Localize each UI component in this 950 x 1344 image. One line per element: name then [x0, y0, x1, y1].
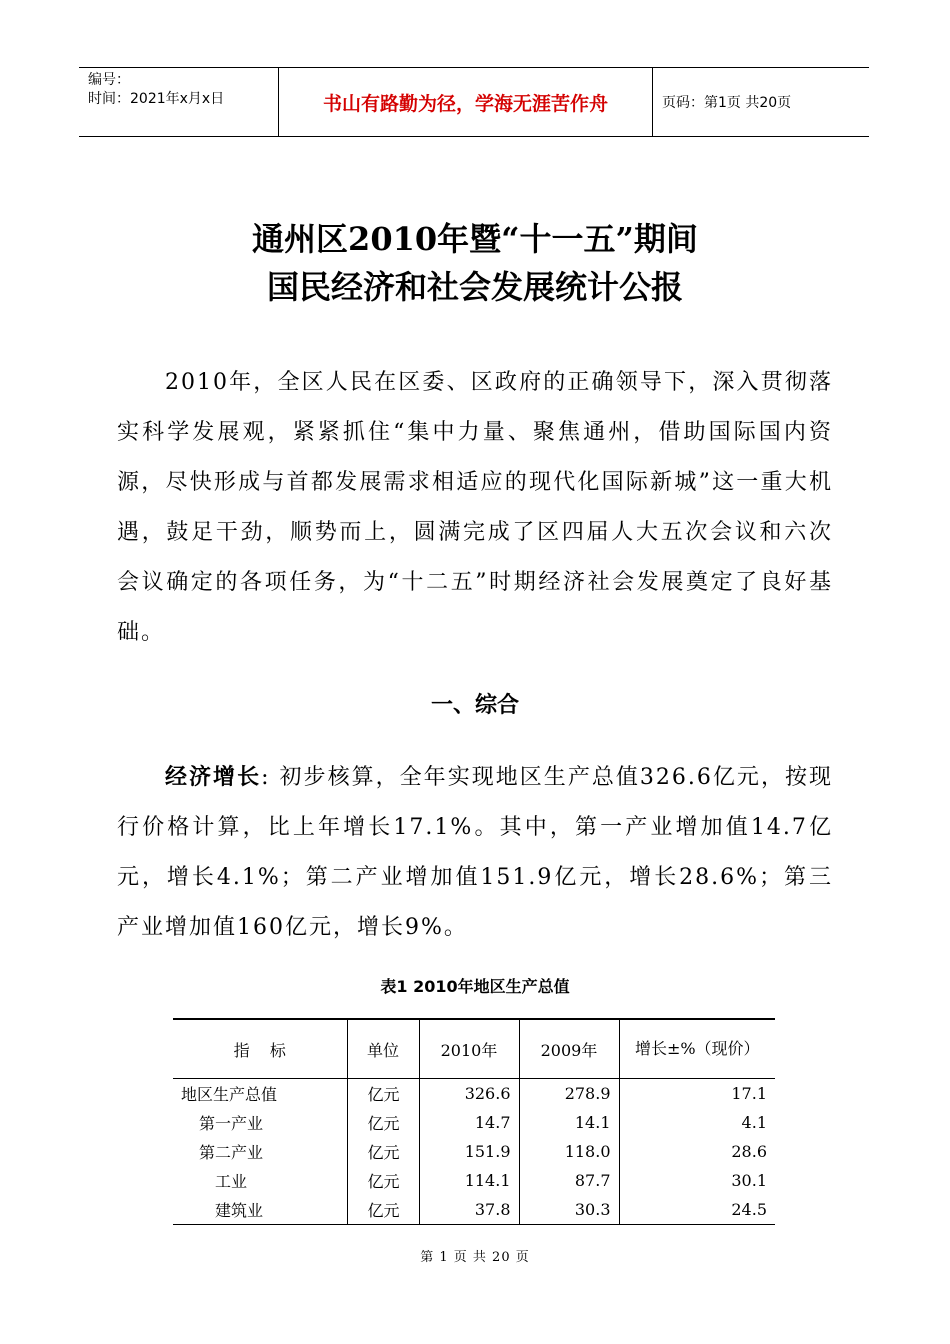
row-growth: 24.5	[619, 1195, 775, 1225]
row-name: 工业	[215, 1172, 248, 1191]
header-meta	[88, 71, 224, 109]
table-row	[173, 1108, 775, 1137]
header-page: 页码：第1页 共20页	[662, 95, 792, 111]
row-2009: 87.7	[519, 1166, 619, 1195]
row-2010: 14.7	[419, 1108, 519, 1137]
table-row	[173, 1137, 775, 1166]
row-2010: 37.8	[419, 1195, 519, 1225]
header-2010: 2010年	[419, 1019, 519, 1079]
row-growth: 4.1	[619, 1108, 775, 1137]
header-number: 编号：	[88, 72, 130, 88]
table-header-row	[173, 1019, 775, 1079]
row-2010: 326.6	[419, 1079, 519, 1109]
header-motto: 书山有路勤为径，学海无涯苦作舟	[322, 92, 608, 115]
header-divider	[652, 68, 653, 136]
document-title-line1: 通州区2010年暨“十一五”期间	[252, 220, 698, 258]
row-name: 第一产业	[199, 1114, 264, 1133]
header-2009: 2009年	[519, 1019, 619, 1079]
row-name: 建筑业	[173, 1195, 347, 1225]
row-2009: 278.9	[519, 1079, 619, 1109]
row-2009: 14.1	[519, 1108, 619, 1137]
intro-paragraph: 2010年，全区人民在区委、区政府的正确领导下，深入贯彻落实科学发展观，紧紧抓住“集中力量、聚焦通州，借助国际国内资源，尽快形成与首都发展需求相适应的现代化国际新城”这一重大机遇，鼓足干劲，顺势而上，圆满完成了区四届人大五次会议和六次会议确定的各项任务，为“十二五”时期经济社会发展奠定了良好基础。	[117, 370, 833, 645]
table-row	[173, 1166, 775, 1195]
header-growth: 增长±%（现价）	[619, 1019, 775, 1079]
row-unit: 亿元	[347, 1108, 419, 1137]
row-name: 地区生产总值	[181, 1085, 278, 1104]
row-growth: 30.1	[619, 1166, 775, 1195]
row-2010: 114.1	[419, 1166, 519, 1195]
header-time: 时间：2021年x月x日	[88, 91, 225, 107]
gdp-table	[173, 1018, 775, 1225]
row-unit: 亿元	[347, 1195, 419, 1225]
row-unit: 亿元	[347, 1079, 419, 1109]
growth-lead: 经济增长	[165, 765, 262, 790]
table-caption: 表1 2010年地区生产总值	[380, 977, 570, 996]
table-row	[173, 1079, 775, 1109]
document-header	[79, 67, 869, 137]
growth-text: : 初步核算，全年实现地区生产总值326.6亿元，按现行价格计算，比上年增长17.1%。其中，第一产业增加值14.7亿元，增长4.1%；第二产业增加值151.9亿元，增长28.6%；第三产业增加值160亿元，增长9%。	[117, 765, 833, 940]
growth-paragraph	[117, 753, 833, 953]
page-footer: 第 1 页 共 20 页	[420, 1250, 530, 1265]
row-name: 第二产业	[199, 1143, 264, 1162]
row-2009: 118.0	[519, 1137, 619, 1166]
header-indicator: 指 标	[173, 1019, 347, 1079]
row-growth: 17.1	[619, 1079, 775, 1109]
row-growth: 28.6	[619, 1137, 775, 1166]
header-unit: 单位	[347, 1019, 419, 1079]
section-heading: 一、综合	[430, 693, 519, 718]
document-title-line2: 国民经济和社会发展统计公报	[266, 268, 683, 306]
table-row	[173, 1195, 775, 1225]
row-unit: 亿元	[347, 1166, 419, 1195]
row-2010: 151.9	[419, 1137, 519, 1166]
row-unit: 亿元	[347, 1137, 419, 1166]
row-2009: 30.3	[519, 1195, 619, 1225]
